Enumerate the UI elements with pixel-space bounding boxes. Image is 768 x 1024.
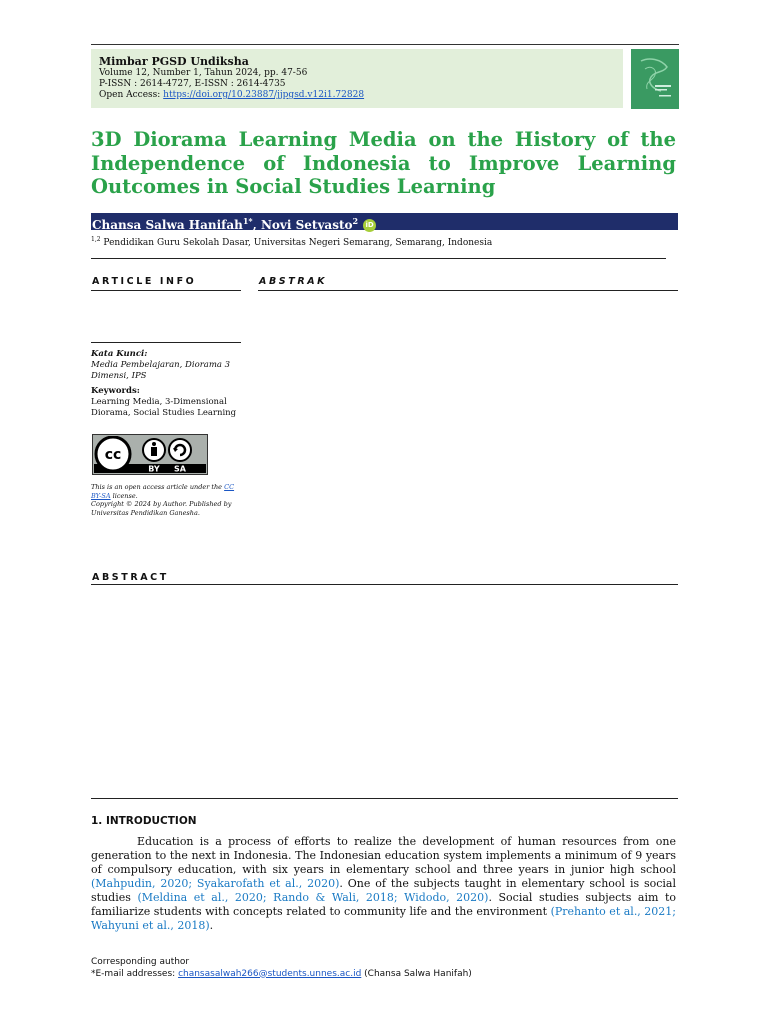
author-1-sup: 1* [242,216,253,226]
affiliation-text: Pendidikan Guru Sekolah Dasar, Universitas Negeri Semarang, Semarang, Indonesia [103,238,493,248]
journal-cover-image [631,49,679,109]
license-text [91,483,241,517]
abstrak-heading: ABSTRAK [259,276,328,287]
email-line [91,969,472,981]
email-link[interactable]: chansasalwah266@students.unnes.ac.id [178,968,362,979]
abstract-heading: ABSTRACT [92,572,169,583]
cc-by-sa-badge[interactable] [92,434,208,475]
doi-link[interactable]: https://doi.org/10.23887/jjpgsd.v12i1.72828 [163,90,365,100]
author-2-sup: 2 [352,216,359,226]
journal-header [91,49,623,108]
cc-license-icon [94,436,206,473]
introduction-paragraph [91,835,676,933]
keywords-label: Keywords: [91,386,140,396]
sa-text: SA [174,464,186,473]
kata-kunci-value: Media Pembelajaran, Diorama 3 Dimensi, IPS [91,360,231,381]
affiliation [91,234,492,249]
author-1: Chansa Salwa Hanifah [92,218,243,232]
citation-3[interactable]: (Prehanto et al., 2021; Wahyuni et al., 2018) [91,905,677,932]
intro-text-4: . [209,919,214,932]
article-info-rule [91,290,241,291]
citation-1[interactable]: (Mahpudin, 2020; Syakarofath et al., 2020) [91,877,340,890]
citation-2[interactable]: (Meldina et al., 2020; Rando & Wali, 2018; Widodo, 2020) [137,891,489,904]
intro-top-rule [91,798,678,799]
kata-kunci-label: Kata Kunci: [91,349,148,359]
license-text-before: This is an open access article under the [91,483,225,491]
journal-volume: Volume 12, Number 1, Tahun 2024, pp. 47-56 [99,68,308,78]
journal-open-access [99,90,615,101]
affiliation-sup: 1,2 [91,236,101,243]
orcid-icon[interactable]: iD [363,219,376,232]
author-2: Novi Setyasto [260,218,353,232]
journal-issn: P-ISSN : 2614-4727, E-ISSN : 2614-4735 [99,79,286,89]
intro-text-1: Education is a process of efforts to realize the development of human resources from one generation to the next in Indonesia. The Indonesian education system implements a minimum of 9 years of compulsory education, with six years in elementary school and three years in junior high school [91,835,676,876]
keywords-top-rule [91,342,241,343]
license-text-after: license. [110,491,138,500]
intro-text-2: . One of the subjects taught in elementary school is social studies [91,877,677,904]
intro-text-3: . Social studies subjects aim to familiarize students with concepts related to community life and the environment [91,891,677,918]
abstract-rule [91,584,678,585]
corresponding-author-label: Corresponding author [91,957,190,967]
license-link[interactable]: CC BY-SA [91,483,235,500]
corresponding-author-note [91,957,472,980]
cc-text: cc [104,447,122,463]
by-text: BY [148,464,160,473]
corresponding-name: (Chansa Salwa Hanifah) [361,968,472,979]
keywords-block [91,349,241,419]
affiliation-rule [91,258,666,259]
keywords-value: Learning Media, 3-Dimensional Diorama, Social Studies Learning [91,397,237,418]
introduction-heading: 1. INTRODUCTION [91,815,197,827]
email-label: *E-mail addresses: [91,968,179,979]
open-access-label: Open Access: [99,90,164,100]
author-bar: Chansa Salwa Hanifah$^{1*}$, Novi Setyasto$^2$ iD [91,213,678,230]
header-top-rule [91,44,679,45]
journal-name: Mimbar PGSD Undiksha [99,55,249,68]
cover-pattern-icon [637,55,673,103]
abstrak-rule [258,290,678,291]
article-title: 3D Diorama Learning Media on the History of the Independence of Indonesia to Improve Learning Outcomes in Social Studies Learning [91,128,676,198]
article-info-heading: ARTICLE INFO [92,276,197,287]
copyright-text: Copyright © 2024 by Author. Published by Universitas Pendidikan Ganesha. [91,500,232,517]
